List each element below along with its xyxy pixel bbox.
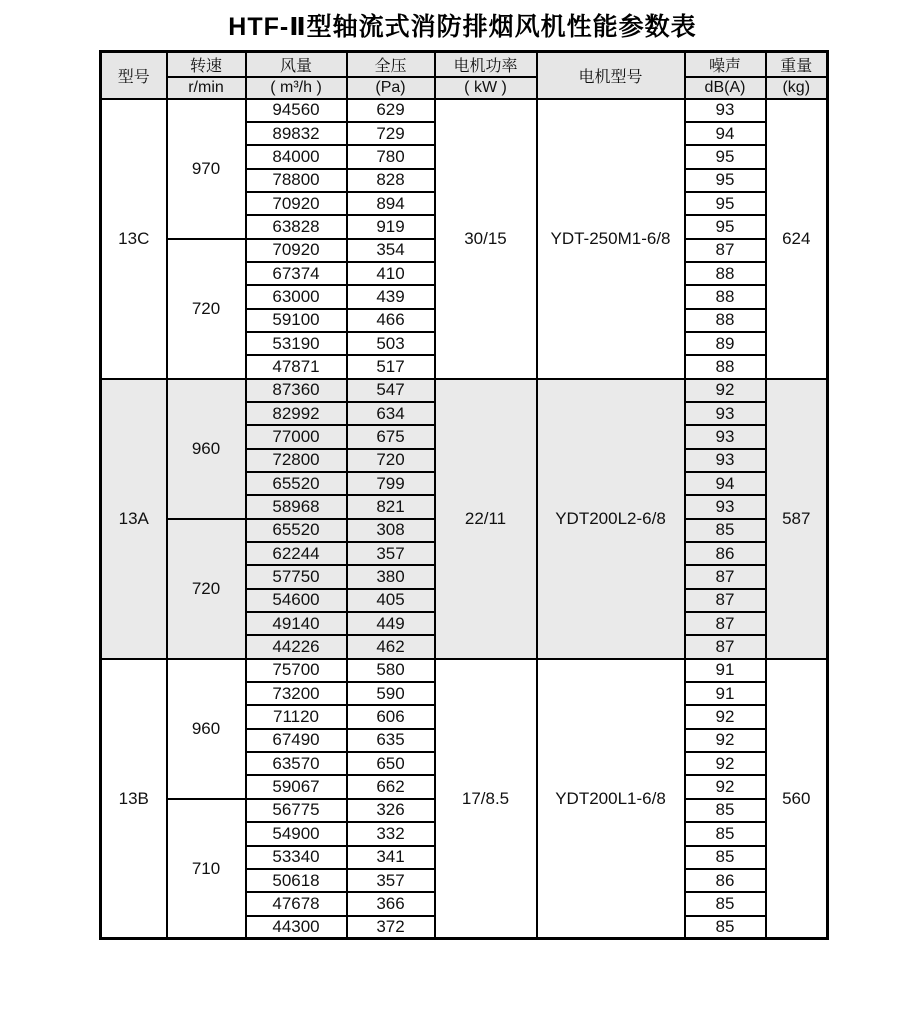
airflow-cell: 54900 [246, 822, 347, 845]
noise-cell: 88 [685, 262, 766, 285]
airflow-cell: 59067 [246, 775, 347, 798]
pressure-cell: 675 [347, 425, 435, 448]
pressure-cell: 547 [347, 379, 435, 402]
noise-cell: 85 [685, 519, 766, 542]
noise-cell: 85 [685, 892, 766, 915]
header-airflow: 风量 [246, 52, 347, 78]
motor-model-cell: YDT-250M1-6/8 [537, 99, 685, 379]
header-speed: 转速 [167, 52, 246, 78]
noise-cell: 92 [685, 752, 766, 775]
airflow-cell: 63000 [246, 285, 347, 308]
noise-cell: 88 [685, 355, 766, 378]
fan-performance-document [99, 0, 826, 940]
pressure-cell: 341 [347, 846, 435, 869]
noise-cell: 86 [685, 869, 766, 892]
airflow-cell: 62244 [246, 542, 347, 565]
pressure-cell: 634 [347, 402, 435, 425]
pressure-cell: 894 [347, 192, 435, 215]
pressure-cell: 635 [347, 729, 435, 752]
pressure-cell: 650 [347, 752, 435, 775]
pressure-cell: 821 [347, 495, 435, 518]
noise-cell: 92 [685, 705, 766, 728]
pressure-cell: 662 [347, 775, 435, 798]
header-row-labels [101, 52, 828, 78]
noise-cell: 88 [685, 285, 766, 308]
speed-cell: 960 [167, 659, 246, 799]
noise-cell: 91 [685, 659, 766, 682]
pressure-cell: 410 [347, 262, 435, 285]
noise-cell: 92 [685, 379, 766, 402]
noise-cell: 95 [685, 145, 766, 168]
header-motor-model: 电机型号 [537, 52, 685, 99]
airflow-cell: 70920 [246, 192, 347, 215]
pressure-cell: 780 [347, 145, 435, 168]
airflow-cell: 67490 [246, 729, 347, 752]
table-row [101, 379, 828, 402]
noise-cell: 93 [685, 449, 766, 472]
header-airflow-unit: ( m³/h ) [246, 77, 347, 99]
model-cell: 13B [101, 659, 167, 939]
pressure-cell: 372 [347, 916, 435, 939]
airflow-cell: 47871 [246, 355, 347, 378]
noise-cell: 93 [685, 425, 766, 448]
noise-cell: 93 [685, 402, 766, 425]
airflow-cell: 73200 [246, 682, 347, 705]
speed-cell: 720 [167, 239, 246, 379]
header-pressure: 全压 [347, 52, 435, 78]
noise-cell: 85 [685, 846, 766, 869]
pressure-cell: 720 [347, 449, 435, 472]
pressure-cell: 405 [347, 589, 435, 612]
header-speed-unit: r/min [167, 77, 246, 99]
speed-cell: 970 [167, 99, 246, 239]
noise-cell: 93 [685, 99, 766, 122]
pressure-cell: 580 [347, 659, 435, 682]
table-row [101, 659, 828, 682]
pressure-cell: 357 [347, 542, 435, 565]
pressure-cell: 503 [347, 332, 435, 355]
table-header [101, 52, 828, 99]
noise-cell: 95 [685, 192, 766, 215]
airflow-cell: 47678 [246, 892, 347, 915]
pressure-cell: 466 [347, 309, 435, 332]
noise-cell: 86 [685, 542, 766, 565]
header-power-unit: ( kW ) [435, 77, 537, 99]
pressure-cell: 366 [347, 892, 435, 915]
noise-cell: 85 [685, 822, 766, 845]
airflow-cell: 71120 [246, 705, 347, 728]
noise-cell: 92 [685, 729, 766, 752]
power-cell: 22/11 [435, 379, 537, 659]
airflow-cell: 78800 [246, 169, 347, 192]
noise-cell: 92 [685, 775, 766, 798]
airflow-cell: 94560 [246, 99, 347, 122]
page-title: HTF-Ⅱ型轴流式消防排烟风机性能参数表 [228, 13, 697, 41]
header-weight-unit: (kg) [766, 77, 828, 99]
pressure-cell: 629 [347, 99, 435, 122]
airflow-cell: 57750 [246, 565, 347, 588]
airflow-cell: 53340 [246, 846, 347, 869]
airflow-cell: 63828 [246, 215, 347, 238]
model-cell: 13A [101, 379, 167, 659]
airflow-cell: 53190 [246, 332, 347, 355]
speed-cell: 960 [167, 379, 246, 519]
airflow-cell: 63570 [246, 752, 347, 775]
pressure-cell: 462 [347, 635, 435, 658]
noise-cell: 87 [685, 239, 766, 262]
airflow-cell: 87360 [246, 379, 347, 402]
pressure-cell: 326 [347, 799, 435, 822]
header-weight: 重量 [766, 52, 828, 78]
pressure-cell: 517 [347, 355, 435, 378]
header-pressure-unit: (Pa) [347, 77, 435, 99]
header-power: 电机功率 [435, 52, 537, 78]
noise-cell: 89 [685, 332, 766, 355]
noise-cell: 87 [685, 612, 766, 635]
airflow-cell: 50618 [246, 869, 347, 892]
airflow-cell: 65520 [246, 472, 347, 495]
header-noise: 噪声 [685, 52, 766, 78]
speed-cell: 720 [167, 519, 246, 659]
airflow-cell: 75700 [246, 659, 347, 682]
pressure-cell: 439 [347, 285, 435, 308]
pressure-cell: 729 [347, 122, 435, 145]
motor-model-cell: YDT200L2-6/8 [537, 379, 685, 659]
pressure-cell: 449 [347, 612, 435, 635]
airflow-cell: 58968 [246, 495, 347, 518]
fan-performance-table [99, 50, 829, 940]
noise-cell: 87 [685, 589, 766, 612]
header-row-units [101, 77, 828, 99]
pressure-cell: 380 [347, 565, 435, 588]
header-noise-unit: dB(A) [685, 77, 766, 99]
airflow-cell: 44300 [246, 916, 347, 939]
pressure-cell: 354 [347, 239, 435, 262]
header-model: 型号 [101, 52, 167, 99]
motor-model-cell: YDT200L1-6/8 [537, 659, 685, 939]
airflow-cell: 67374 [246, 262, 347, 285]
pressure-cell: 590 [347, 682, 435, 705]
airflow-cell: 49140 [246, 612, 347, 635]
airflow-cell: 89832 [246, 122, 347, 145]
weight-cell: 587 [766, 379, 828, 659]
airflow-cell: 70920 [246, 239, 347, 262]
table-row [101, 99, 828, 122]
weight-cell: 624 [766, 99, 828, 379]
pressure-cell: 332 [347, 822, 435, 845]
airflow-cell: 82992 [246, 402, 347, 425]
speed-cell: 710 [167, 799, 246, 939]
airflow-cell: 77000 [246, 425, 347, 448]
model-cell: 13C [101, 99, 167, 379]
noise-cell: 87 [685, 635, 766, 658]
pressure-cell: 308 [347, 519, 435, 542]
pressure-cell: 828 [347, 169, 435, 192]
noise-cell: 94 [685, 472, 766, 495]
noise-cell: 88 [685, 309, 766, 332]
airflow-cell: 84000 [246, 145, 347, 168]
noise-cell: 87 [685, 565, 766, 588]
power-cell: 17/8.5 [435, 659, 537, 939]
airflow-cell: 59100 [246, 309, 347, 332]
fan-table-body [101, 99, 828, 939]
noise-cell: 94 [685, 122, 766, 145]
airflow-cell: 54600 [246, 589, 347, 612]
noise-cell: 91 [685, 682, 766, 705]
pressure-cell: 606 [347, 705, 435, 728]
noise-cell: 95 [685, 215, 766, 238]
pressure-cell: 357 [347, 869, 435, 892]
airflow-cell: 56775 [246, 799, 347, 822]
pressure-cell: 919 [347, 215, 435, 238]
pressure-cell: 799 [347, 472, 435, 495]
noise-cell: 93 [685, 495, 766, 518]
airflow-cell: 72800 [246, 449, 347, 472]
airflow-cell: 44226 [246, 635, 347, 658]
airflow-cell: 65520 [246, 519, 347, 542]
noise-cell: 95 [685, 169, 766, 192]
power-cell: 30/15 [435, 99, 537, 379]
noise-cell: 85 [685, 916, 766, 939]
weight-cell: 560 [766, 659, 828, 939]
noise-cell: 85 [685, 799, 766, 822]
